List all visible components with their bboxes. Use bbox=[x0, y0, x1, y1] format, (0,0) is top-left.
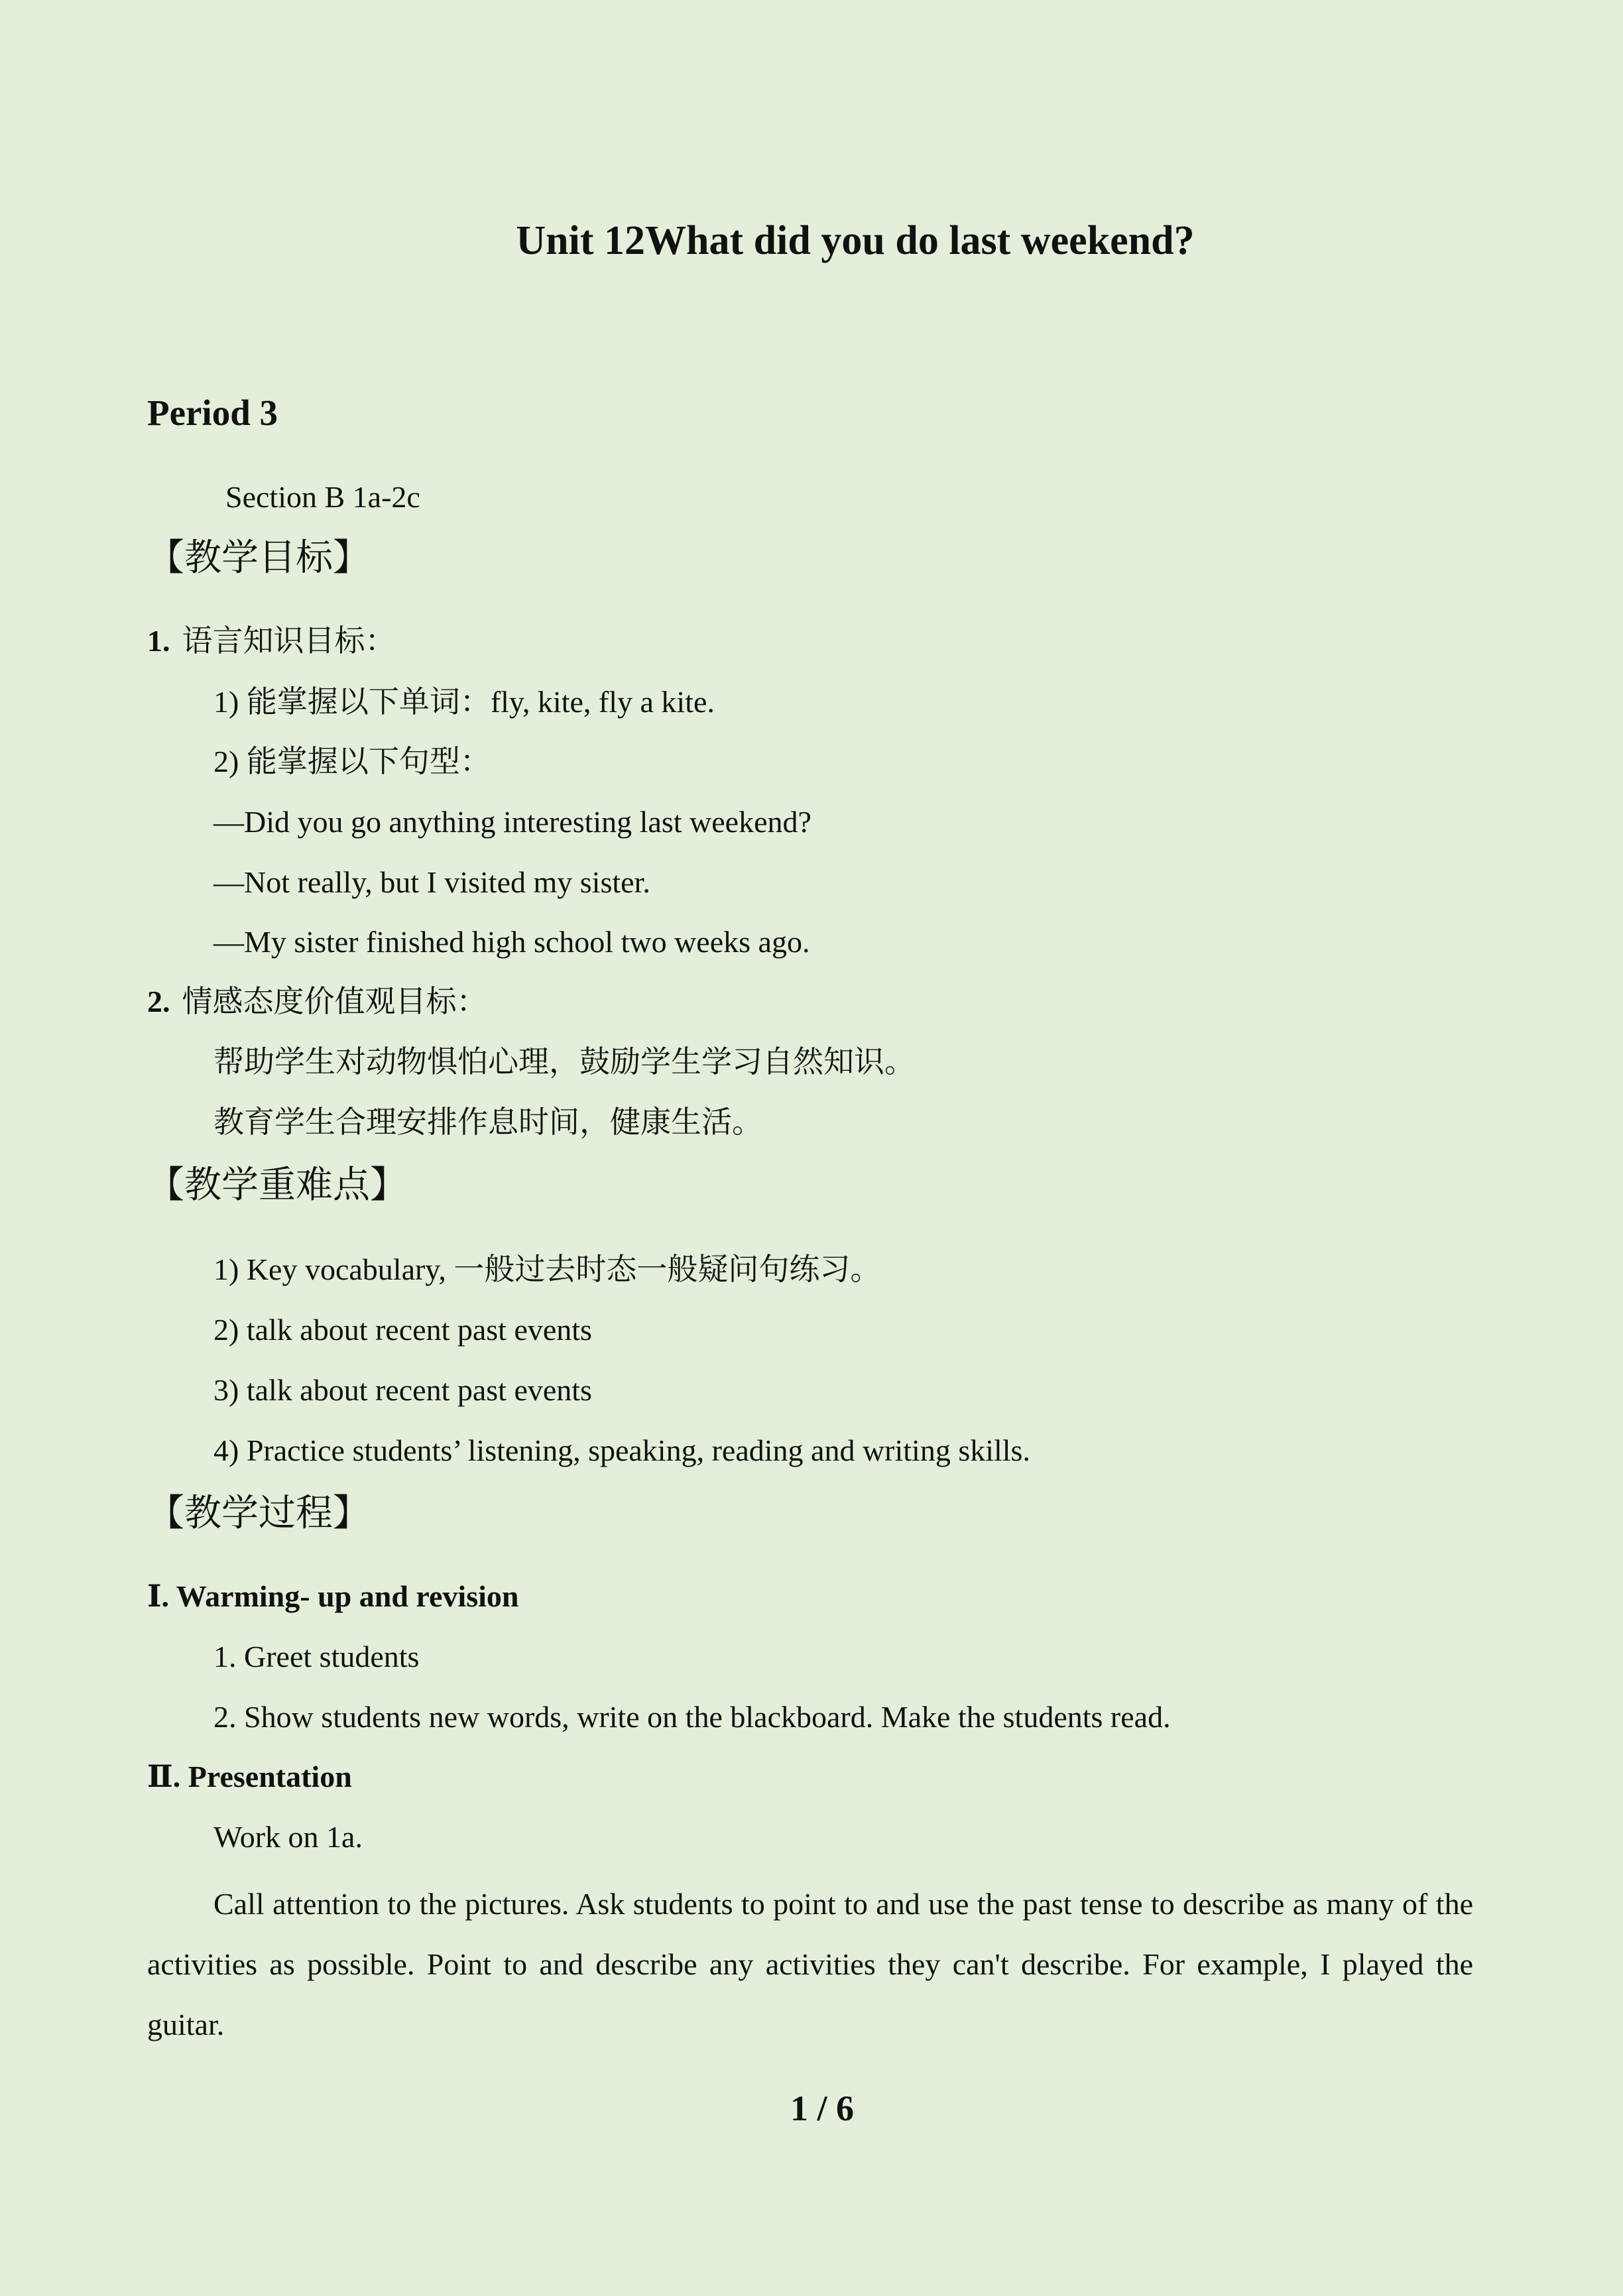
objective-1 bbox=[147, 618, 396, 664]
step-2-numeral: Ⅱ. bbox=[147, 1760, 181, 1793]
objective-1b: 2) 能掌握以下句型： bbox=[213, 745, 491, 778]
period-heading: Period 3 bbox=[147, 393, 278, 433]
objective-2-label: 情感态度价值观目标： bbox=[182, 985, 487, 1018]
step-2-paragraph: Call attention to the pictures. Ask students to point to and use the past tense to describe as many of the activities as possible. Point to and describe any activities they can't describe. For example, I played the guitar. bbox=[147, 1887, 1473, 2041]
dialog-line-1: —Did you go anything interesting last weekend? bbox=[213, 805, 812, 839]
objective-2 bbox=[147, 979, 487, 1025]
dialog-line-3: —My sister finished high school two weeks ago. bbox=[213, 925, 810, 959]
step-1-title: Warming- up and revision bbox=[176, 1579, 519, 1613]
key-point-1: 1) Key vocabulary, 一般过去时态一般疑问句练习。 bbox=[213, 1252, 881, 1286]
objective-1a: 1) 能掌握以下单词：fly, kite, fly a kite. bbox=[213, 685, 715, 719]
objective-2-line-1: 帮助学生对动物惧怕心理，鼓励学生学习自然知识。 bbox=[213, 1045, 915, 1079]
step-2-title: Presentation bbox=[188, 1760, 352, 1793]
page-number: 1 / 6 bbox=[790, 2088, 854, 2128]
key-point-4: 4) Practice students’ listening, speaking, reading and writing skills. bbox=[213, 1433, 1030, 1467]
objective-2-number: 2. bbox=[147, 985, 170, 1018]
process-step-1-heading bbox=[147, 1573, 518, 1620]
step-1-line-2: 2. Show students new words, write on the blackboard. Make the students read. bbox=[213, 1700, 1171, 1734]
objectives-heading: 【教学目标】 bbox=[147, 538, 370, 579]
step-1-line-1: 1. Greet students bbox=[213, 1640, 420, 1673]
process-heading: 【教学过程】 bbox=[147, 1493, 370, 1534]
objective-1-number: 1. bbox=[147, 624, 170, 658]
step-1-numeral: Ⅰ. bbox=[147, 1579, 170, 1613]
document-title: Unit 12What did you do last weekend? bbox=[516, 218, 1195, 263]
process-step-2-heading bbox=[147, 1754, 352, 1800]
objective-1-label: 语言知识目标： bbox=[182, 624, 396, 658]
objective-2-line-2: 教育学生合理安排作息时间，健康生活。 bbox=[213, 1105, 762, 1139]
key-point-2: 2) talk about recent past events bbox=[213, 1313, 592, 1347]
dialog-line-2: —Not really, but I visited my sister. bbox=[213, 865, 650, 899]
section-label: Section B 1a-2c bbox=[225, 480, 420, 514]
key-point-3: 3) talk about recent past events bbox=[213, 1373, 592, 1407]
key-points-heading: 【教学重难点】 bbox=[147, 1165, 407, 1206]
step-2-line-1: Work on 1a. bbox=[213, 1820, 363, 1854]
